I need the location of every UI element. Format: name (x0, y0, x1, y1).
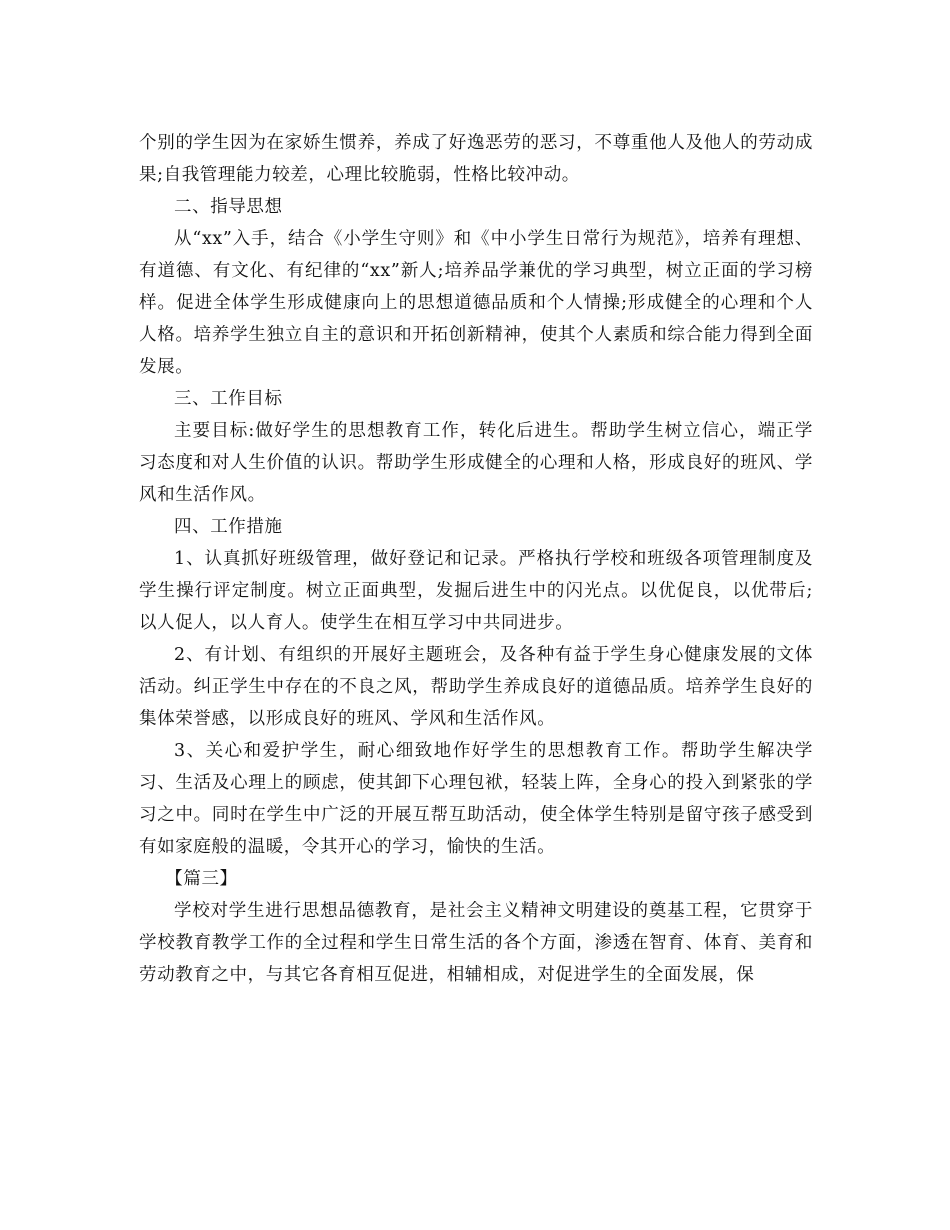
paragraph: 1、认真抓好班级管理，做好登记和记录。严格执行学校和班级各项管理制度及学生操行评定制度。树立正面典型，发掘后进生中的闪光点。以优促良，以优带后;以人促人，以人育人。使学生在相互学习中共同进步。 (139, 549, 813, 633)
document-body (139, 127, 813, 991)
part-heading: 【篇三】 (165, 869, 238, 889)
section-heading: 三、工作目标 (174, 389, 283, 409)
paragraph: 3、关心和爱护学生，耐心细致地作好学生的思想教育工作。帮助学生解决学习、生活及心理上的顾虑，使其卸下心理包袱，轻装上阵，全身心的投入到紧张的学习之中。同时在学生中广泛的开展互帮互助活动，使全体学生特别是留守孩子感受到有如家庭般的温暖，令其开心的学习，愉快的生活。 (139, 741, 813, 857)
paragraph: 个别的学生因为在家娇生惯养，养成了好逸恶劳的恶习，不尊重他人及他人的劳动成果;自我管理能力较差，心理比较脆弱，性格比较冲动。 (139, 133, 813, 185)
paragraph: 从“xx”入手，结合《小学生守则》和《中小学生日常行为规范》，培养有理想、有道德、有文化、有纪律的“xx”新人;培养品学兼优的学习典型，树立正面的学习榜样。促进全体学生形成健康向上的思想道德品质和个人情操;形成健全的心理和个人人格。培养学生独立自主的意识和开拓创新精神，使其个人素质和综合能力得到全面发展。 (139, 229, 813, 377)
section-heading: 二、指导思想 (174, 197, 283, 217)
paragraph: 学校对学生进行思想品德教育，是社会主义精神文明建设的奠基工程，它贯穿于学校教育教学工作的全过程和学生日常生活的各个方面，渗透在智育、体育、美育和劳动教育之中，与其它各育相互促进，相辅相成，对促进学生的全面发展，保 (139, 901, 813, 985)
paragraph: 2、有计划、有组织的开展好主题班会，及各种有益于学生身心健康发展的文体活动。纠正学生中存在的不良之风，帮助学生养成良好的道德品质。培养学生良好的集体荣誉感，以形成良好的班风、学风和生活作风。 (139, 645, 813, 729)
paragraph: 主要目标:做好学生的思想教育工作，转化后进生。帮助学生树立信心，端正学习态度和对人生价值的认识。帮助学生形成健全的心理和人格，形成良好的班风、学风和生活作风。 (139, 421, 813, 505)
section-heading: 四、工作措施 (174, 517, 283, 537)
